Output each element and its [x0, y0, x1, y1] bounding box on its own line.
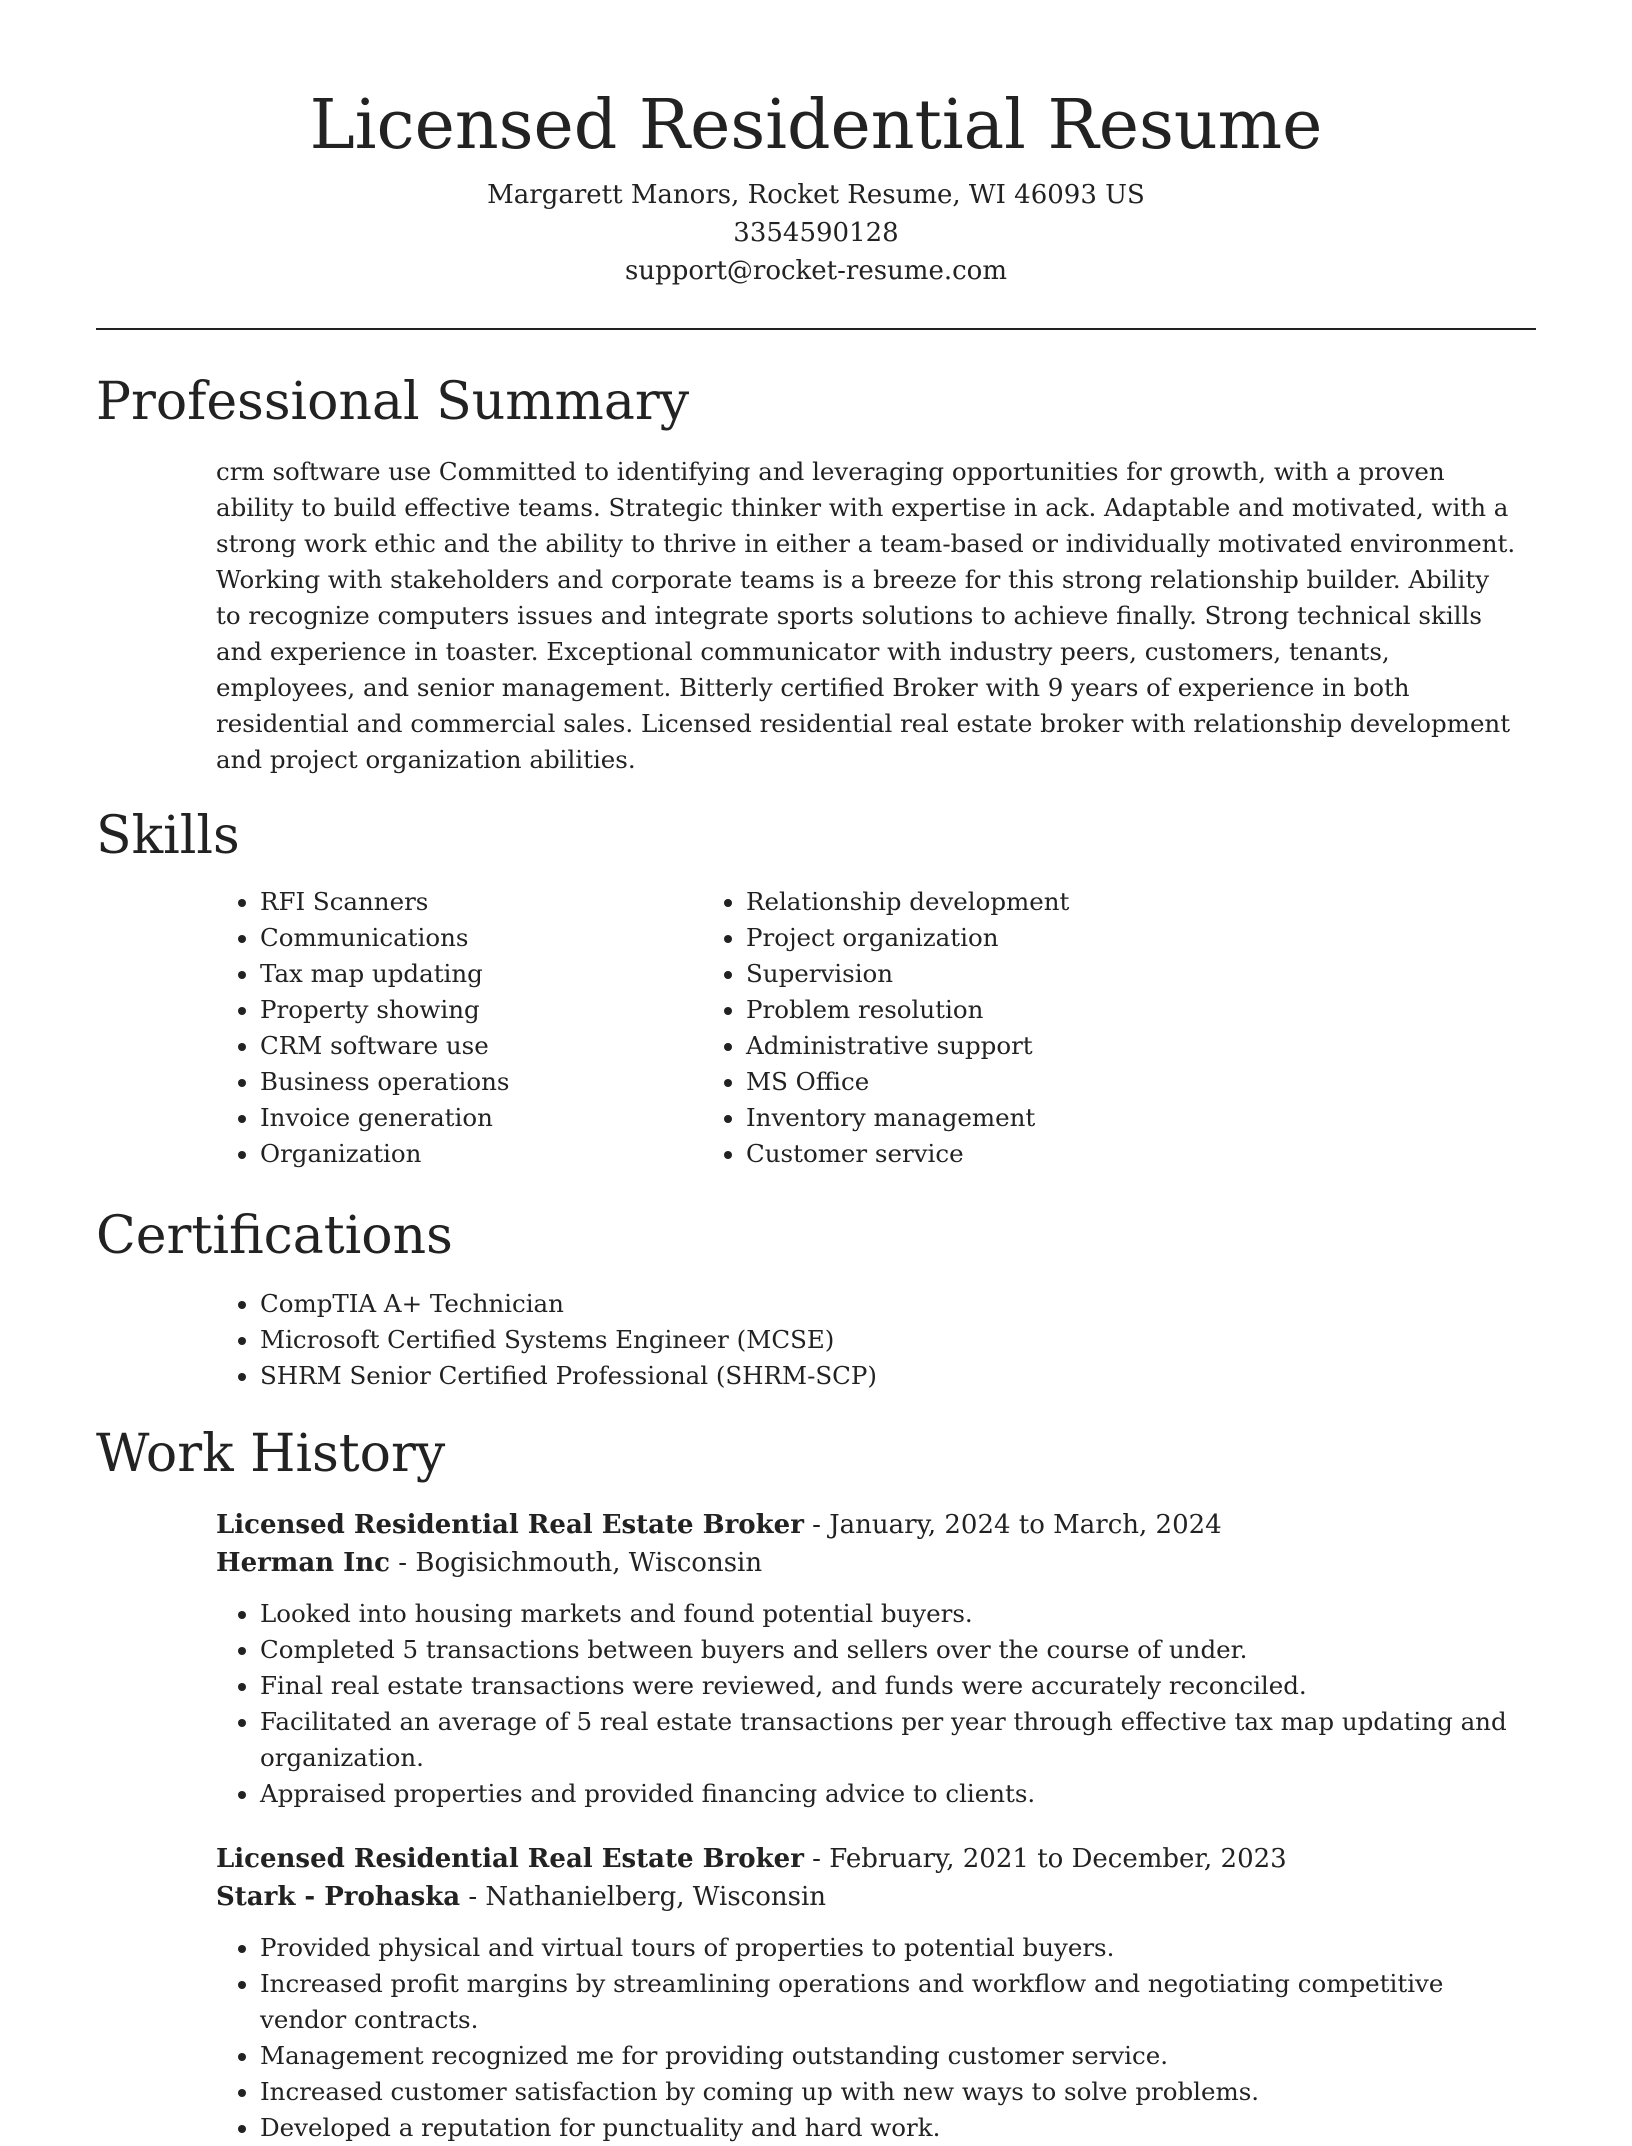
job-bullet: • Final real estate transactions were reviewed, and funds were accurately reconciled. [260, 1668, 1536, 1704]
job-company: Stark - Prohaska [216, 1882, 461, 1912]
job-bullet: • Increased customer satisfaction by coming up with new ways to solve problems. [260, 2074, 1536, 2110]
summary-text: crm software use Committed to identifying and leveraging opportunities for growth, with a proven ability to build effective teams. Strategic thinker with expertise in ack. Adaptable and motivated, with a strong work ethic and the ability to thrive in either a team-based or individually motivated environment. Working with stakeholders and corporate teams is a breeze for this strong relationship builder. Ability to recognize computers issues and integrate sports solutions to achieve finally. Strong technical skills and experience in toaster. Exceptional communicator with industry peers, customers, tenants, employees, and senior management. Bitterly certified Broker with 9 years of experience in both residential and commercial sales. Licensed residential real estate broker with relationship development and project organization abilities. [216, 457, 1516, 774]
skill-item: • Tax map updating [260, 956, 746, 992]
job-dates: February, 2021 to December, 2023 [829, 1844, 1287, 1874]
job-bullet: • Provided physical and virtual tours of properties to potential buyers. [260, 1930, 1536, 1966]
section-title-work-history: Work History [96, 1424, 446, 1484]
separator: - [460, 1882, 486, 1912]
separator: - [390, 1548, 416, 1578]
job-title-line [216, 1506, 1536, 1544]
job-bullet: • Appraised properties and provided financing advice to clients. [260, 1776, 1536, 1812]
job-dates: January, 2024 to March, 2024 [829, 1510, 1222, 1540]
skill-item: • RFI Scanners [260, 884, 746, 920]
job-bullet: • Completed 5 transactions between buyers and sellers over the course of under. [260, 1632, 1536, 1668]
job-bullet: • Facilitated an average of 5 real estate transactions per year through effective tax map updating and organization. [260, 1704, 1536, 1776]
job-title-line [216, 1840, 1536, 1878]
certification-item: • Microsoft Certified Systems Engineer (MCSE) [260, 1322, 1536, 1358]
resume-page [96, 0, 1536, 2142]
skill-item: • Project organization [746, 920, 1232, 956]
job-bullet: • Looked into housing markets and found potential buyers. [260, 1596, 1536, 1632]
job-company-line [216, 1544, 1536, 1582]
skill-item: • CRM software use [260, 1028, 746, 1064]
job-bullets [216, 1596, 1536, 1812]
contact-address: Margarett Manors, Rocket Resume, WI 46093 US [487, 180, 1145, 210]
skill-item: • Business operations [260, 1064, 746, 1100]
section-title-certifications: Certifications [96, 1206, 453, 1266]
skill-item: • Property showing [260, 992, 746, 1028]
contact-email: support@rocket-resume.com [624, 256, 1007, 286]
skills-list-right [746, 884, 1232, 1172]
section-title-summary: Professional Summary [96, 372, 690, 432]
job-location: Bogisichmouth, Wisconsin [415, 1548, 763, 1578]
skill-item: • Administrative support [746, 1028, 1232, 1064]
certification-item: • SHRM Senior Certified Professional (SHRM-SCP) [260, 1358, 1536, 1394]
separator: - [803, 1844, 830, 1874]
job-bullets [216, 1930, 1536, 2146]
job-location: Nathanielberg, Wisconsin [485, 1882, 827, 1912]
certifications-list [96, 1286, 1536, 1394]
skill-item: • Supervision [746, 956, 1232, 992]
header-divider [96, 328, 1536, 330]
job-company-line [216, 1878, 1536, 1916]
job-title: Licensed Residential Real Estate Broker [216, 1510, 804, 1540]
skill-item: • Organization [260, 1136, 746, 1172]
job-bullet: • Developed a reputation for punctuality and hard work. [260, 2110, 1536, 2146]
job-bullet: • Management recognized me for providing outstanding customer service. [260, 2038, 1536, 2074]
skills-list-left [96, 884, 746, 1172]
contact-info [96, 176, 1536, 290]
job-entry [216, 1840, 1536, 2146]
skills-columns [96, 884, 1536, 1172]
resume-title: Licensed Residential Resume [309, 86, 1323, 165]
skill-item: • Invoice generation [260, 1100, 746, 1136]
skill-item: • Problem resolution [746, 992, 1232, 1028]
skill-item: • Inventory management [746, 1100, 1232, 1136]
job-title: Licensed Residential Real Estate Broker [216, 1844, 804, 1874]
separator: - [803, 1510, 830, 1540]
section-title-skills: Skills [96, 806, 240, 866]
skill-item: • MS Office [746, 1064, 1232, 1100]
skill-item: • Communications [260, 920, 746, 956]
skill-item: • Relationship development [746, 884, 1232, 920]
certification-item: • CompTIA A+ Technician [260, 1286, 1536, 1322]
skill-item: • Customer service [746, 1136, 1232, 1172]
job-bullet: • Increased profit margins by streamlining operations and workflow and negotiating competitive vendor contracts. [260, 1966, 1536, 2038]
job-entry [216, 1506, 1536, 1812]
resume-header [96, 0, 1536, 290]
job-company: Herman Inc [216, 1548, 391, 1578]
contact-phone: 3354590128 [733, 218, 899, 248]
